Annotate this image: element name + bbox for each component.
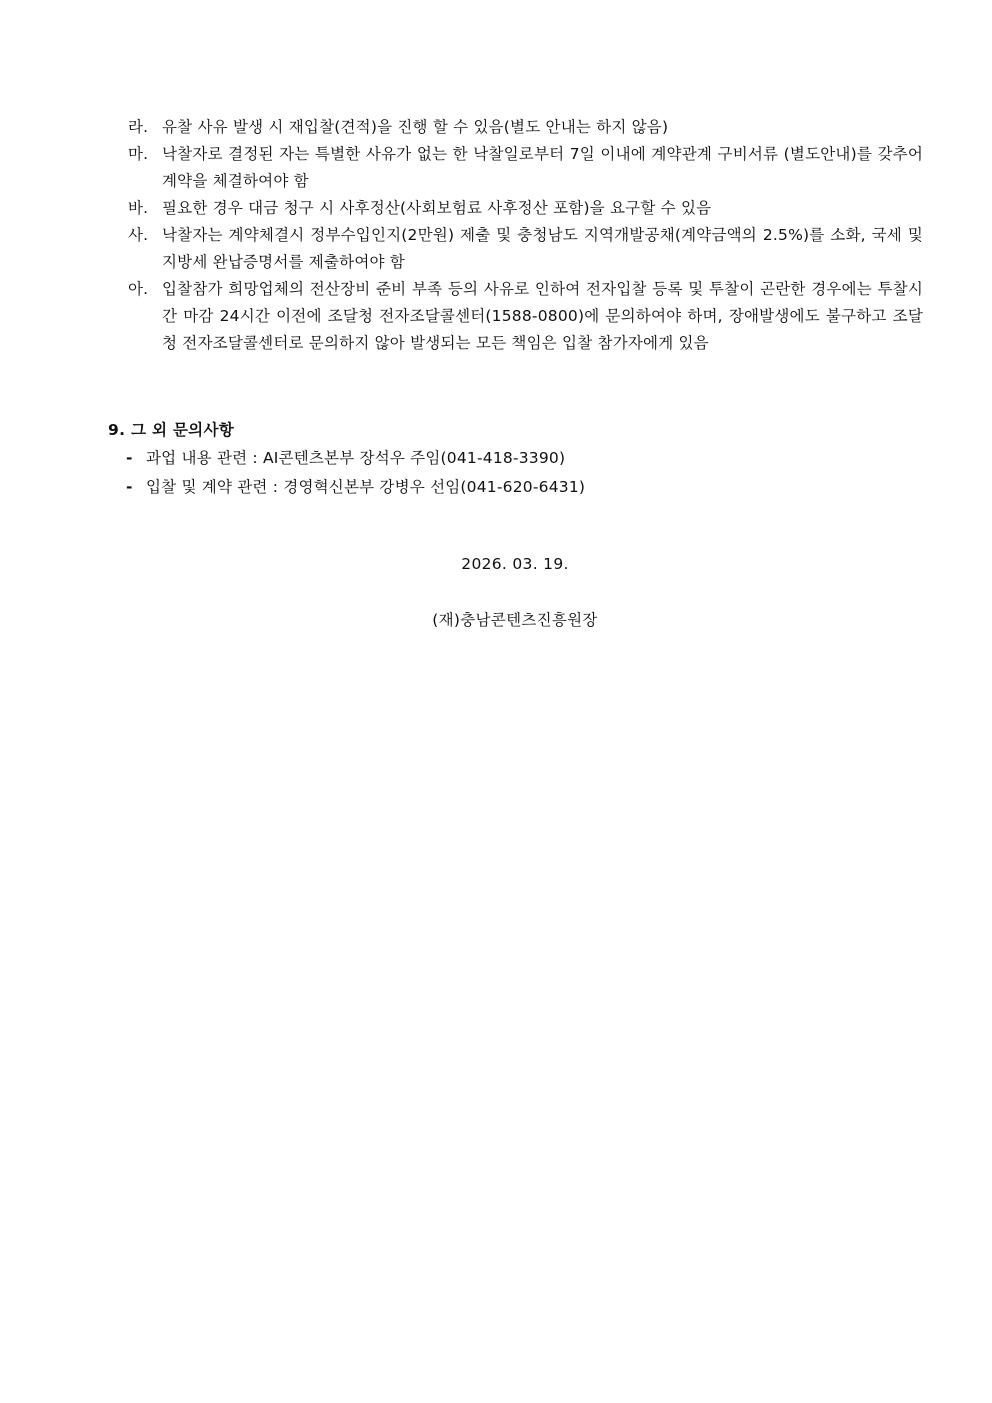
clause-marker: 라. — [128, 118, 149, 136]
clause-sa — [128, 222, 923, 276]
clause-marker: 아. — [128, 280, 149, 298]
clause-marker: 바. — [128, 199, 149, 217]
clause-text: 필요한 경우 대금 청구 시 사후정산(사회보험료 사후정산 포함)을 요구할 수 있음 — [162, 199, 712, 217]
contact-item-task — [126, 444, 923, 473]
section-heading: 9. 그 외 문의사항 — [108, 421, 235, 439]
document-date: 2026. 03. 19. — [461, 555, 569, 573]
clause-ba — [128, 195, 923, 222]
issuer-name: (재)충남콘텐츠진흥원장 — [432, 611, 598, 629]
clause-list — [128, 114, 923, 357]
dash-bullet: - — [126, 478, 133, 496]
clause-text: 낙찰자로 결정된 자는 특별한 사유가 없는 한 낙찰일로부터 7일 이내에 계약관계 구비서류 (별도안내)를 갖추어 계약을 체결하여야 함 — [162, 145, 923, 190]
clause-a — [128, 276, 923, 357]
dash-bullet: - — [126, 449, 133, 467]
clause-text: 낙찰자는 계약체결시 정부수입인지(2만원) 제출 및 충청남도 지역개발공채(계약금액의 2.5%)를 소화, 국세 및 지방세 완납증명서를 제출하여야 함 — [162, 226, 923, 271]
contact-text: 입찰 및 계약 관련 : 경영혁신본부 강병우 선임(041-620-6431) — [146, 478, 586, 496]
clause-ma — [128, 141, 923, 195]
clause-text: 입찰참가 희망업체의 전산장비 준비 부족 등의 사유로 인하여 전자입찰 등록 및 투찰이 곤란한 경우에는 투찰시간 마감 24시간 이전에 조달청 전자조달콜센터(1588-0800)에 문의하여야 하며, 장애발생에도 불구하고 조달청 전자조달콜센터로 문의하지 않아 발생되는 모든 책임은 입찰 참가자에게 있음 — [162, 280, 923, 352]
clause-marker: 사. — [128, 226, 149, 244]
clause-ra — [128, 114, 923, 141]
clause-text: 유찰 사유 발생 시 재입찰(견적)을 진행 할 수 있음(별도 안내는 하지 않음) — [162, 118, 669, 136]
contact-item-contract — [126, 473, 923, 502]
inquiry-section — [108, 416, 923, 502]
contact-text: 과업 내용 관련 : AI콘텐츠본부 장석우 주임(041-418-3390) — [146, 449, 566, 467]
contact-list — [126, 444, 923, 502]
clause-marker: 마. — [128, 145, 149, 163]
